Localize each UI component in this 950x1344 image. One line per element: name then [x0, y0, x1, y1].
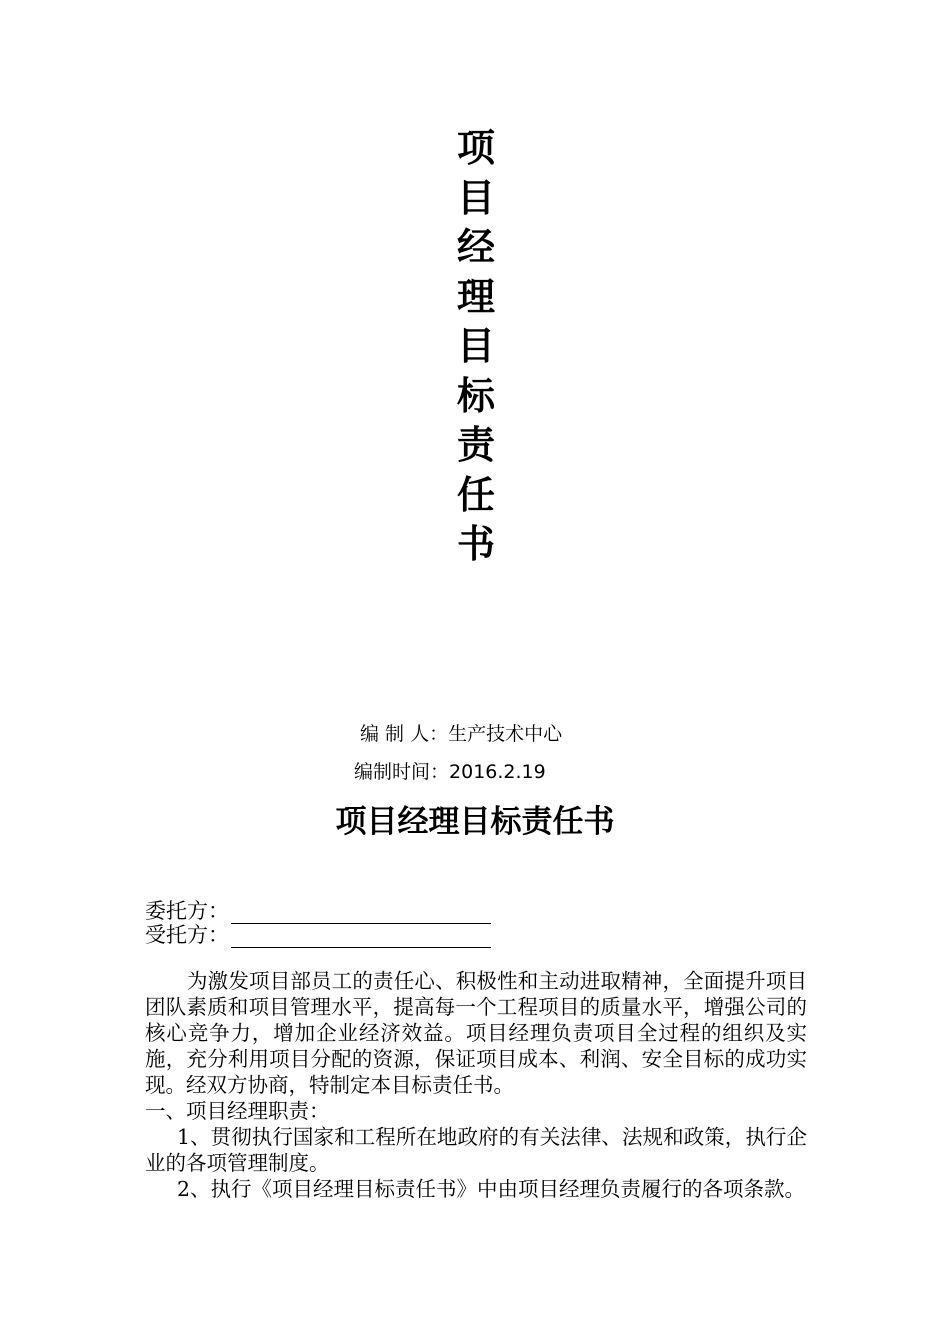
cover-vertical-title — [452, 124, 500, 570]
cover-title-char: 目 — [456, 175, 495, 220]
cover-title-char: 经 — [456, 225, 495, 269]
agent-blank-field — [231, 927, 491, 948]
agent-party-line — [145, 922, 491, 948]
section-heading: 一、项目经理职责： — [145, 1099, 330, 1123]
cover-title-char: 目 — [456, 324, 495, 368]
agent-label: 受托方： — [145, 923, 229, 947]
cover-title-char: 书 — [456, 522, 495, 566]
date-label: 编制时间： — [354, 761, 450, 783]
cover-title-char: 任 — [456, 472, 495, 517]
client-party-line — [145, 898, 491, 924]
date-value: 2016.2.19 — [449, 761, 546, 783]
document-body — [145, 968, 807, 1202]
document-heading: 项目经理目标责任书 — [335, 804, 615, 840]
date-line — [354, 760, 546, 784]
client-blank-field — [231, 903, 491, 924]
author-label: 编 制 人： — [360, 723, 449, 745]
cover-title-char: 标 — [456, 373, 495, 418]
intro-paragraph: 为激发项目部员工的责任心、积极性和主动进取精神，全面提升项目团队素质和项目管理水平，提高每一个工程项目的质量水平，增强公司的核心竞争力，增加企业经济效益。项目经理负责项目全过程的组织及实施，充分利用项目分配的资源，保证项目成本、利润、安全目标的成功实现。经双方协商，特制定本目标责任书。 — [145, 969, 807, 1097]
clause-paragraph: 2、执行《项目经理目标责任书》中由项目经理负责履行的各项条款。 — [177, 1177, 806, 1201]
author-line — [360, 722, 562, 746]
cover-title-char: 项 — [456, 126, 495, 170]
author-value: 生产技术中心 — [448, 723, 563, 745]
cover-title-char: 责 — [456, 423, 495, 467]
cover-title-char: 理 — [456, 274, 495, 319]
clause-paragraph: 1、贯彻执行国家和工程所在地政府的有关法律、法规和政策，执行企业的各项管理制度。 — [145, 1125, 807, 1175]
client-label: 委托方： — [145, 899, 229, 923]
